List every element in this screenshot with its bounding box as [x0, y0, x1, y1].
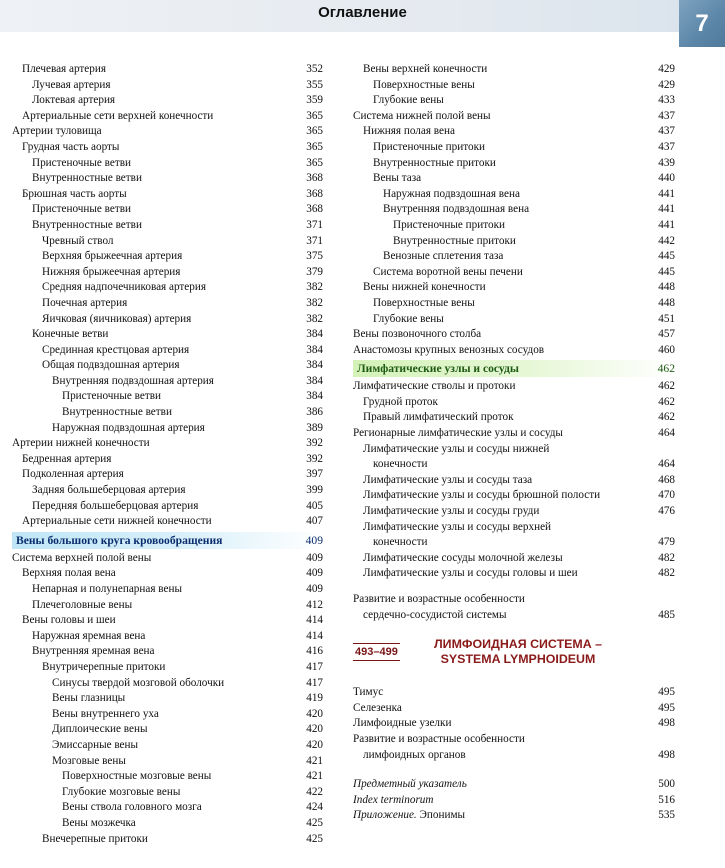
toc-entry[interactable] [353, 592, 675, 608]
toc-entry[interactable] [12, 436, 323, 452]
toc-entry[interactable] [353, 379, 675, 395]
toc-entry-title: лимфоидных органов [363, 748, 466, 761]
toc-entry-page: 445 [658, 265, 675, 278]
toc-entry-page: 382 [306, 312, 323, 325]
toc-entry-title: Вены мозжечка [62, 816, 136, 829]
toc-entry-page: 437 [658, 109, 675, 122]
toc-entry-title: Лимфатические узлы и сосуды головы и шеи [363, 567, 578, 580]
toc-entry-page: 462 [658, 380, 675, 393]
toc-entry[interactable] [12, 327, 323, 343]
toc-entry[interactable] [12, 187, 323, 203]
toc-entry-title: Локтевая артерия [32, 94, 116, 107]
toc-entry-page: 417 [306, 676, 323, 689]
toc-entry[interactable] [12, 421, 323, 437]
toc-entry-title: Глубокие мозговые вены [62, 785, 181, 798]
toc-entry-page: 409 [306, 567, 323, 580]
toc-entry-page: 429 [658, 78, 675, 91]
toc-entry-title: Передняя большеберцовая артерия [32, 499, 199, 512]
toc-entry-title: Вены головы и шеи [22, 614, 116, 627]
toc-entry-title: Внутренностные притоки [393, 234, 516, 247]
toc-entry-page: 382 [306, 281, 323, 294]
toc-entry-page: 437 [658, 125, 675, 138]
toc-entry-title: Лимфатические узлы и сосуды брюшной полости [363, 489, 601, 502]
toc-entry[interactable] [12, 644, 323, 660]
toc-entry[interactable] [12, 140, 323, 156]
toc-entry-title: Предметный указатель [353, 778, 467, 791]
toc-entry-title: Вены внутреннего уха [52, 707, 159, 720]
toc-entry[interactable] [12, 156, 323, 172]
toc-entry-title: Вены нижней конечности [363, 281, 486, 294]
toc-entry[interactable] [353, 280, 675, 296]
toc-entry-page: 495 [658, 701, 675, 714]
toc-entry[interactable] [12, 296, 323, 312]
toc-entry-page: 407 [306, 515, 323, 528]
toc-entry-title: Брюшная часть аорты [22, 187, 127, 200]
spacer [353, 582, 675, 592]
toc-entry-page: 384 [306, 343, 323, 356]
toc-entry-title-italic: Приложение. [353, 809, 417, 822]
toc-entry-page: 392 [306, 437, 323, 450]
page-number-tab: 7 [679, 0, 725, 47]
toc-entry-title: Нижняя брыжеечная артерия [42, 265, 181, 278]
toc-entry-page: 460 [658, 343, 675, 356]
toc-entry-page: 389 [306, 421, 323, 434]
toc-entry[interactable] [353, 124, 675, 140]
toc-entry-page: 420 [306, 707, 323, 720]
toc-entry-page: 371 [306, 234, 323, 247]
toc-entry-title: Грудная часть аорты [22, 140, 120, 153]
toc-entry[interactable] [12, 598, 323, 614]
toc-entry-title: конечности [373, 458, 428, 471]
toc-entry[interactable] [353, 202, 675, 218]
toc-entry-page: 419 [306, 692, 323, 705]
toc-entry[interactable] [353, 748, 675, 764]
toc-entry-page: 482 [658, 551, 675, 564]
toc-entry-page: 421 [306, 770, 323, 783]
spacer [353, 673, 675, 685]
toc-entry-page: 409 [306, 551, 323, 564]
toc-entry-page: 462 [657, 362, 675, 376]
toc-entry-title: Задняя большеберцовая артерия [32, 484, 186, 497]
toc-entry[interactable] [12, 691, 323, 707]
toc-entry[interactable] [353, 327, 675, 343]
toc-entry-title: Тимус [353, 686, 384, 699]
toc-entry[interactable] [353, 395, 675, 411]
toc-entry-title: Подколенная артерия [22, 468, 124, 481]
toc-entry-title: Пристеночные ветви [32, 156, 132, 169]
toc-entry-title: Общая подвздошная артерия [42, 359, 180, 372]
toc-entry-page: 442 [658, 234, 675, 247]
toc-entry[interactable] [12, 249, 323, 265]
toc-entry[interactable] [12, 374, 323, 390]
toc-entry[interactable] [353, 296, 675, 312]
toc-entry[interactable] [353, 410, 675, 426]
toc-entry[interactable] [12, 676, 323, 692]
toc-entry-page: 355 [306, 78, 323, 91]
toc-entry[interactable] [12, 280, 323, 296]
toc-entry[interactable] [353, 551, 675, 567]
toc-entry-page: 414 [306, 614, 323, 627]
toc-entry-page: 399 [306, 484, 323, 497]
toc-entry-page: 485 [658, 608, 675, 621]
toc-entry-page: 405 [306, 499, 323, 512]
toc-entry[interactable] [12, 613, 323, 629]
toc-entry[interactable] [12, 582, 323, 598]
toc-entry-title: Вены большого круга кровообращения [16, 533, 223, 547]
toc-entry-page: 448 [658, 281, 675, 294]
toc-entry[interactable] [353, 457, 675, 473]
toc-entry-title [353, 808, 675, 824]
toc-entry-title: Внутренняя яремная вена [32, 645, 155, 658]
toc-entry-page: 365 [306, 156, 323, 169]
toc-entry-title: Артерии нижней конечности [12, 437, 150, 450]
toc-entry[interactable] [353, 312, 675, 328]
toc-entry[interactable] [353, 777, 675, 793]
toc-entry-page: 421 [306, 754, 323, 767]
toc-entry-title: Яичковая (яичниковая) артерия [42, 312, 192, 325]
toc-entry[interactable] [353, 535, 675, 551]
toc-entry-title: Средняя надпочечниковая артерия [42, 281, 206, 294]
toc-entry[interactable] [12, 312, 323, 328]
toc-entry-title: Лимфатические узлы и сосуды верхней [363, 520, 552, 533]
toc-entry-title-regular: Эпонимы [416, 809, 466, 822]
toc-entry[interactable] [12, 93, 323, 109]
toc-entry[interactable] [12, 832, 323, 848]
system-heading[interactable] [353, 637, 675, 673]
system-page-range: 493–499 [353, 643, 400, 661]
toc-entry-page: 420 [306, 723, 323, 736]
toc-entry[interactable] [353, 171, 675, 187]
toc-entry[interactable] [353, 426, 675, 442]
toc-right-column [353, 62, 675, 824]
toc-entry[interactable] [353, 78, 675, 94]
toc-entry-title: Наружная подвздошная вена [383, 187, 520, 200]
toc-entry[interactable] [353, 218, 675, 234]
toc-entry[interactable] [12, 452, 323, 468]
toc-entry[interactable] [12, 78, 323, 94]
toc-entry-page: 424 [306, 801, 323, 814]
toc-entry-page: 384 [306, 328, 323, 341]
toc-entry-page: 368 [306, 187, 323, 200]
toc-entry[interactable] [353, 442, 675, 458]
page-title: Оглавление [318, 4, 407, 21]
toc-entry-title: Вены глазницы [52, 692, 126, 705]
toc-entry[interactable] [353, 156, 675, 172]
toc-entry[interactable] [12, 358, 323, 374]
toc-entry-page: 498 [658, 717, 675, 730]
toc-entry[interactable] [353, 62, 675, 78]
toc-entry[interactable] [12, 265, 323, 281]
toc-entry-page: 535 [658, 809, 675, 822]
toc-entry-page: 409 [305, 533, 323, 547]
toc-entry-title: Поверхностные вены [373, 296, 475, 309]
toc-entry-title: Лимфатические узлы и сосуды нижней [363, 442, 550, 455]
toc-entry[interactable] [12, 816, 323, 832]
toc-entry-title: Вены таза [373, 172, 422, 185]
toc-entry-page: 470 [658, 489, 675, 502]
toc-entry-page: 365 [306, 109, 323, 122]
toc-entry[interactable] [353, 234, 675, 250]
toc-entry-page: 416 [306, 645, 323, 658]
toc-entry-page: 500 [658, 778, 675, 791]
toc-entry-title: Конечные ветви [32, 328, 109, 341]
toc-entry[interactable] [353, 473, 675, 489]
toc-entry[interactable] [353, 732, 675, 748]
toc-entry-page: 425 [306, 816, 323, 829]
toc-entry[interactable] [353, 793, 675, 809]
system-title-ru: ЛИМФОИДНАЯ СИСТЕМА – [433, 637, 603, 652]
toc-entry-title: Лимфатические узлы и сосуды груди [363, 505, 540, 518]
toc-entry[interactable] [12, 124, 323, 140]
toc-entry[interactable] [12, 234, 323, 250]
toc-entry-title: Плечеголовные вены [32, 598, 133, 611]
toc-entry[interactable] [12, 467, 323, 483]
toc-entry-title: Эмиссарные вены [52, 738, 139, 751]
toc-entry-title: Чревный ствол [42, 234, 114, 247]
toc-entry-title: Внутренняя подвздошная вена [383, 203, 530, 216]
toc-entry-title: Развитие и возрастные особенности [353, 732, 525, 745]
toc-entry-title: Артерии туловища [12, 125, 102, 138]
toc-entry-page: 464 [658, 458, 675, 471]
toc-entry-page: 445 [658, 250, 675, 263]
toc-entry-title: Внутренностные ветви [32, 218, 142, 231]
toc-entry-page: 384 [306, 374, 323, 387]
toc-entry[interactable] [353, 608, 675, 624]
toc-entry[interactable] [12, 405, 323, 421]
toc-entry-title: Развитие и возрастные особенности [353, 593, 525, 605]
toc-entry-title: Вены ствола головного мозга [62, 801, 202, 814]
toc-entry-page: 371 [306, 218, 323, 231]
toc-entry-page: 440 [658, 172, 675, 185]
toc-entry-title: Плечевая артерия [22, 63, 106, 75]
toc-entry[interactable] [353, 701, 675, 717]
toc-entry-title: Наружная подвздошная артерия [52, 421, 205, 434]
toc-entry-title: Пристеночные притоки [373, 140, 485, 153]
toc-entry-title: Мозговые вены [52, 754, 126, 767]
toc-entry-page: 457 [658, 328, 675, 341]
toc-entry-title: Срединная крестцовая артерия [42, 343, 190, 356]
toc-entry-page: 437 [658, 140, 675, 153]
toc-entry-title: Внутренностные притоки [373, 156, 496, 169]
toc-entry-page: 429 [658, 63, 675, 75]
toc-entry-title: Вены позвоночного столба [353, 328, 482, 341]
toc-entry[interactable] [12, 769, 323, 785]
toc-entry-title: Пристеночные ветви [32, 203, 132, 216]
toc-entry-title: Синусы твердой мозговой оболочки [52, 676, 225, 689]
toc-entry-title: Поверхностные мозговые вены [62, 770, 212, 783]
toc-entry-title: Система нижней полой вены [353, 109, 491, 122]
toc-entry[interactable] [353, 520, 675, 536]
toc-entry-page: 441 [658, 187, 675, 200]
toc-left-column [12, 62, 323, 847]
toc-entry[interactable] [353, 488, 675, 504]
toc-entry-page: 352 [306, 63, 323, 75]
toc-entry[interactable] [12, 343, 323, 359]
toc-entry-page: 479 [658, 536, 675, 549]
toc-entry-page: 384 [306, 359, 323, 372]
toc-entry[interactable] [12, 109, 323, 125]
toc-entry-title: Лимфатические стволы и протоки [353, 380, 516, 393]
toc-entry-page: 384 [306, 390, 323, 403]
toc-entry-title: Регионарные лимфатические узлы и сосуды [353, 427, 563, 440]
toc-entry[interactable] [12, 62, 323, 78]
toc-entry-page: 420 [306, 738, 323, 751]
toc-entry-title: Верхняя полая вена [22, 567, 116, 580]
toc-entry-title: Лимфоидные узелки [353, 717, 452, 730]
spacer [353, 763, 675, 777]
toc-entry-page: 468 [658, 473, 675, 486]
system-title-lat: SYSTEMA LYMPHOIDEUM [440, 652, 596, 667]
toc-entry-title: Вены верхней конечности [363, 63, 488, 75]
toc-entry-page: 397 [306, 468, 323, 481]
toc-section-heading[interactable] [353, 360, 675, 377]
toc-entry[interactable] [353, 109, 675, 125]
toc-section-heading[interactable] [12, 532, 323, 549]
toc-entry[interactable] [12, 171, 323, 187]
toc-entry-page: 441 [658, 218, 675, 231]
toc-entry-title: Внутренняя подвздошная артерия [52, 374, 214, 387]
toc-entry-title: Пристеночные ветви [62, 390, 162, 403]
toc-entry-page: 433 [658, 94, 675, 107]
toc-entry-title: Артериальные сети нижней конечности [22, 515, 212, 528]
toc-entry-page: 386 [306, 406, 323, 419]
toc-entry-title: Почечная артерия [42, 296, 128, 309]
toc-entry-page: 462 [658, 411, 675, 424]
toc-entry[interactable] [12, 785, 323, 801]
toc-entry-title: Index terminorum [353, 793, 434, 806]
toc-entry[interactable] [353, 566, 675, 582]
toc-entry[interactable] [353, 187, 675, 203]
toc-entry-page: 368 [306, 172, 323, 185]
toc-entry[interactable] [12, 202, 323, 218]
toc-entry-page: 482 [658, 567, 675, 580]
toc-entry-page: 464 [658, 427, 675, 440]
toc-entry[interactable] [12, 738, 323, 754]
toc-entry-page: 451 [658, 312, 675, 325]
toc-entry-page: 462 [658, 395, 675, 408]
toc-entry-title: Венозные сплетения таза [383, 250, 504, 263]
toc-entry-page: 495 [658, 686, 675, 699]
toc-entry-page: 476 [658, 505, 675, 518]
toc-entry-title: Диплоические вены [52, 723, 148, 736]
toc-entry-page: 365 [306, 125, 323, 138]
toc-entry-page: 439 [658, 156, 675, 169]
toc-entry-page: 516 [658, 793, 675, 806]
toc-entry-title: Верхняя брыжеечная артерия [42, 250, 183, 263]
toc-entry-title: конечности [373, 536, 428, 549]
toc-entry[interactable] [353, 265, 675, 281]
toc-entry[interactable] [353, 343, 675, 359]
toc-entry[interactable] [12, 218, 323, 234]
toc-entry[interactable] [353, 808, 675, 824]
toc-entry[interactable] [12, 551, 323, 567]
toc-entry-page: 392 [306, 452, 323, 465]
toc-entry-title: сердечно-сосудистой системы [363, 608, 507, 621]
toc-entry-title: Система верхней полой вены [12, 551, 152, 564]
toc-entry-title: Внечерепные притоки [42, 832, 148, 845]
toc-entry-title: Нижняя полая вена [363, 125, 455, 138]
toc-entry-title: Лимфатические узлы и сосуды [357, 362, 519, 376]
toc-entry-title: Лимфатические сосуды молочной железы [363, 551, 563, 564]
toc-entry[interactable] [353, 685, 675, 701]
toc-entry[interactable] [12, 800, 323, 816]
toc-entry-page: 375 [306, 250, 323, 263]
toc-entry-title: Пристеночные притоки [393, 218, 505, 231]
toc-entry-title: Глубокие вены [373, 94, 444, 107]
spacer [353, 623, 675, 637]
toc-entry-title: Лимфатические узлы и сосуды таза [363, 473, 533, 486]
toc-entry-page: 412 [306, 598, 323, 611]
toc-entry[interactable] [12, 389, 323, 405]
toc-entry-title: Артериальные сети верхней конечности [22, 109, 214, 122]
toc-entry[interactable] [353, 140, 675, 156]
toc-entry-page: 448 [658, 296, 675, 309]
toc-entry-title: Правый лимфатический проток [363, 411, 514, 424]
toc-entry[interactable] [12, 566, 323, 582]
toc-entry-page: 425 [306, 832, 323, 845]
toc-entry-page: 498 [658, 748, 675, 761]
toc-entry-title: Внутренностные ветви [32, 172, 142, 185]
toc-entry-title: Бедренная артерия [22, 452, 112, 465]
toc-entry[interactable] [12, 629, 323, 645]
toc-entry-page: 441 [658, 203, 675, 216]
toc-entry-title: Лучевая артерия [32, 78, 111, 91]
toc-entry[interactable] [12, 483, 323, 499]
toc-entry[interactable] [353, 716, 675, 732]
toc-entry-title: Анастомозы крупных венозных сосудов [353, 343, 545, 356]
toc-entry-title: Внутричерепные притоки [42, 660, 166, 673]
toc-entry-title: Селезенка [353, 701, 402, 714]
toc-entry[interactable] [12, 514, 323, 530]
toc-entry-page: 414 [306, 629, 323, 642]
toc-entry-page: 382 [306, 296, 323, 309]
toc-entry-title: Наружная яремная вена [32, 629, 146, 642]
toc-entry-title: Грудной проток [363, 395, 438, 408]
toc-entry-page: 422 [306, 785, 323, 798]
toc-entry-page: 365 [306, 140, 323, 153]
toc-entry[interactable] [12, 707, 323, 723]
toc-entry-title: Глубокие вены [373, 312, 444, 325]
toc-entry-page: 409 [306, 583, 323, 595]
system-title [423, 637, 613, 667]
toc-entry-title: Система воротной вены печени [373, 265, 523, 278]
toc-entry-page: 359 [306, 94, 323, 107]
toc-entry[interactable] [12, 722, 323, 738]
toc-entry-title: Внутренностные ветви [62, 406, 172, 419]
toc-entry-page: 368 [306, 203, 323, 216]
toc-entry-title: Непарная и полунепарная вены [32, 583, 182, 595]
toc-entry-page: 379 [306, 265, 323, 278]
toc-entry[interactable] [12, 499, 323, 515]
toc-entry[interactable] [353, 93, 675, 109]
toc-entry-title: Поверхностные вены [373, 78, 475, 91]
toc-entry[interactable] [12, 660, 323, 676]
toc-entry[interactable] [12, 754, 323, 770]
toc-entry[interactable] [353, 504, 675, 520]
toc-entry[interactable] [353, 249, 675, 265]
toc-entry-page: 417 [306, 660, 323, 673]
